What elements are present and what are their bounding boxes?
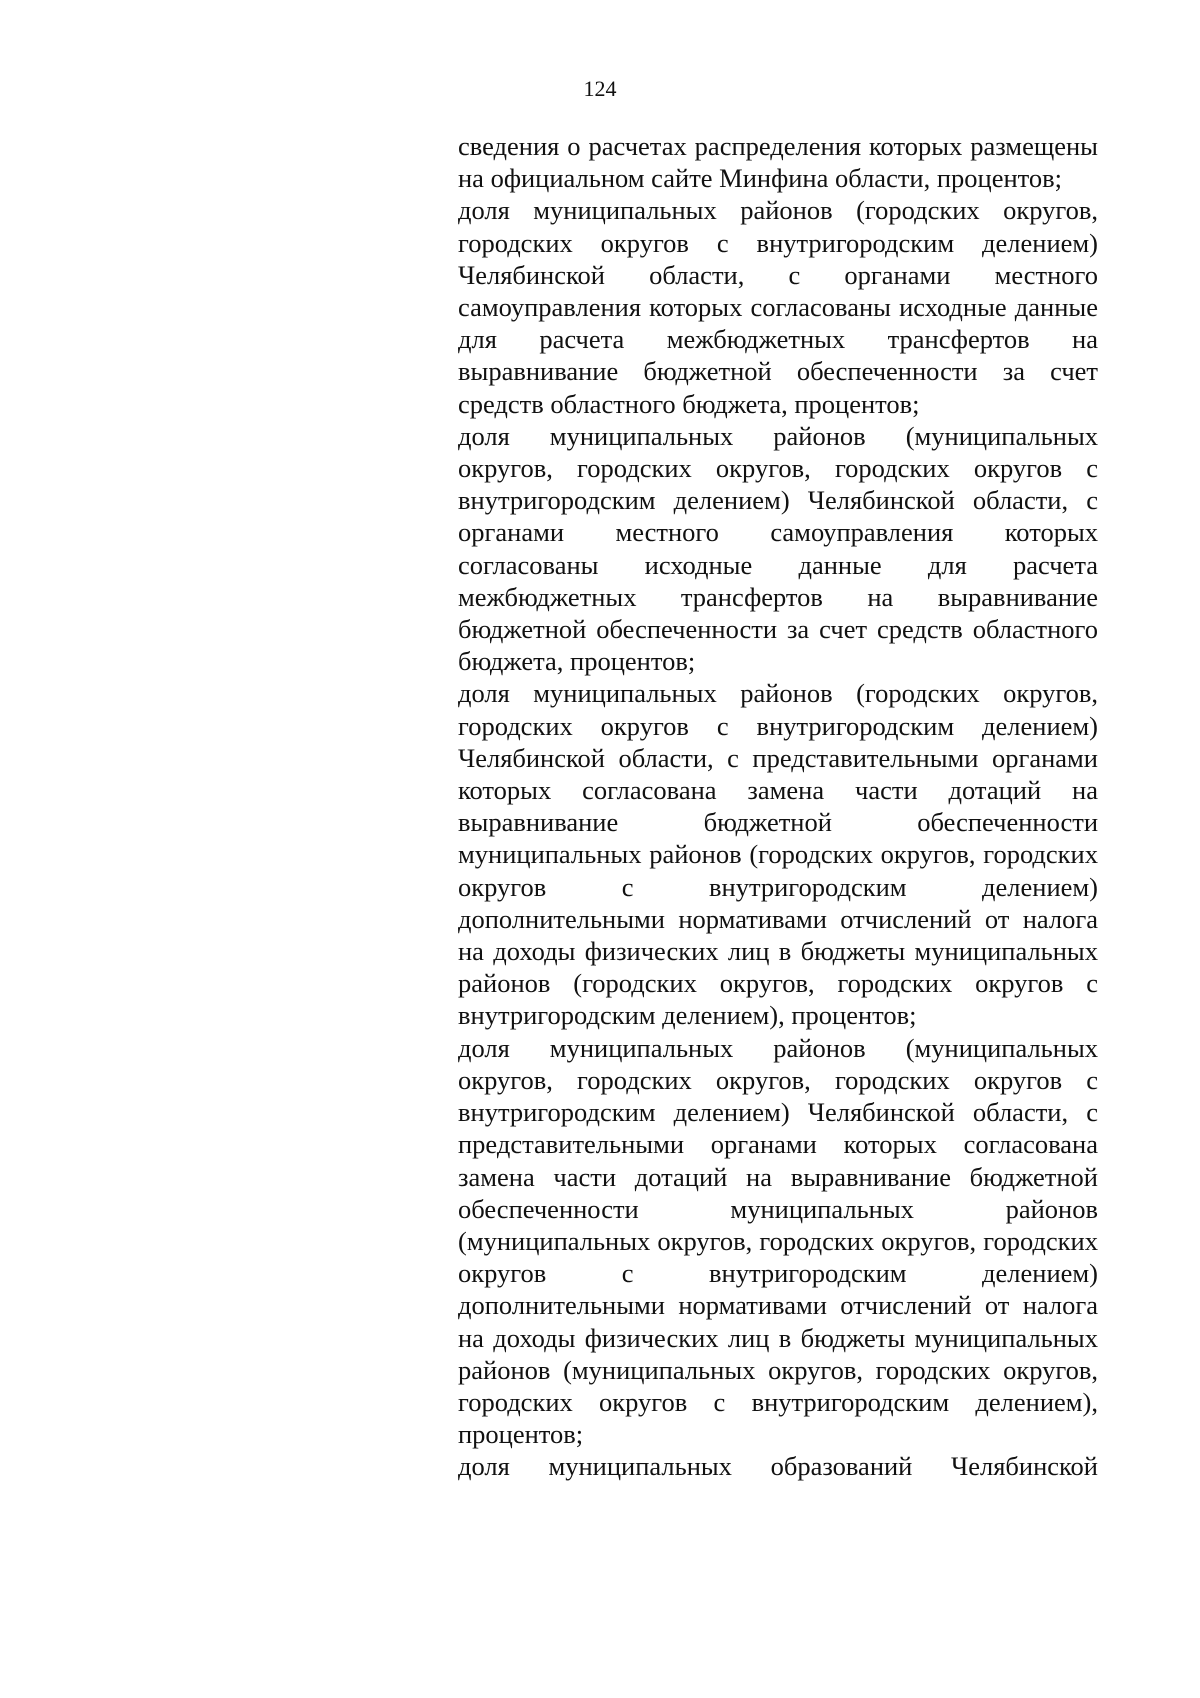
paragraph-3: доля муниципальных районов (муниципальных округов, городских округов, городских округов с внутригородским делением) Челябинской области, с органами местного самоуправления которых согласованы исходные данные для расчета межбюджетных трансфертов на выравнивание бюджетной обеспеченности за счет средств областного бюджета, процентов; bbox=[458, 420, 1098, 677]
paragraph-5: доля муниципальных районов (муниципальных округов, городских округов, городских округов с внутригородским делением) Челябинской области, с представительными органами которых согласована замена части дотаций на выравнивание бюджетной обеспеченности муниципальных районов (муниципальных округов, городских округов, городских округов с внутригородским делением) дополнительными нормативами отчислений от налога на доходы физических лиц в бюджеты муниципальных районов (муниципальных округов, городских округов, городских округов с внутригородским делением), процентов; bbox=[458, 1032, 1098, 1450]
paragraph-1: сведения о расчетах распределения которых размещены на официальном сайте Минфина области, процентов; bbox=[458, 131, 1098, 194]
paragraph-4: доля муниципальных районов (городских округов, городских округов с внутригородским делением) Челябинской области, с представительными органами которых согласована замена части дотаций на выравнивание бюджетной обеспеченности муниципальных районов (городских округов, городских округов с внутригородским делением) дополнительными нормативами отчислений от налога на доходы физических лиц в бюджеты муниципальных районов (городских округов, городских округов с внутригородским делением), процентов; bbox=[458, 678, 1098, 1031]
paragraph-6: доля муниципальных образований Челябинской bbox=[458, 1451, 1098, 1482]
page-number: 124 bbox=[583, 76, 617, 101]
paragraph-2: доля муниципальных районов (городских округов, городских округов с внутригородским делением) Челябинской области, с органами местного самоуправления которых согласованы исходные данные для расчета межбюджетных трансфертов на выравнивание бюджетной обеспеченности за счет средств областного бюджета, процентов; bbox=[458, 195, 1098, 419]
document-body bbox=[458, 130, 1098, 1483]
